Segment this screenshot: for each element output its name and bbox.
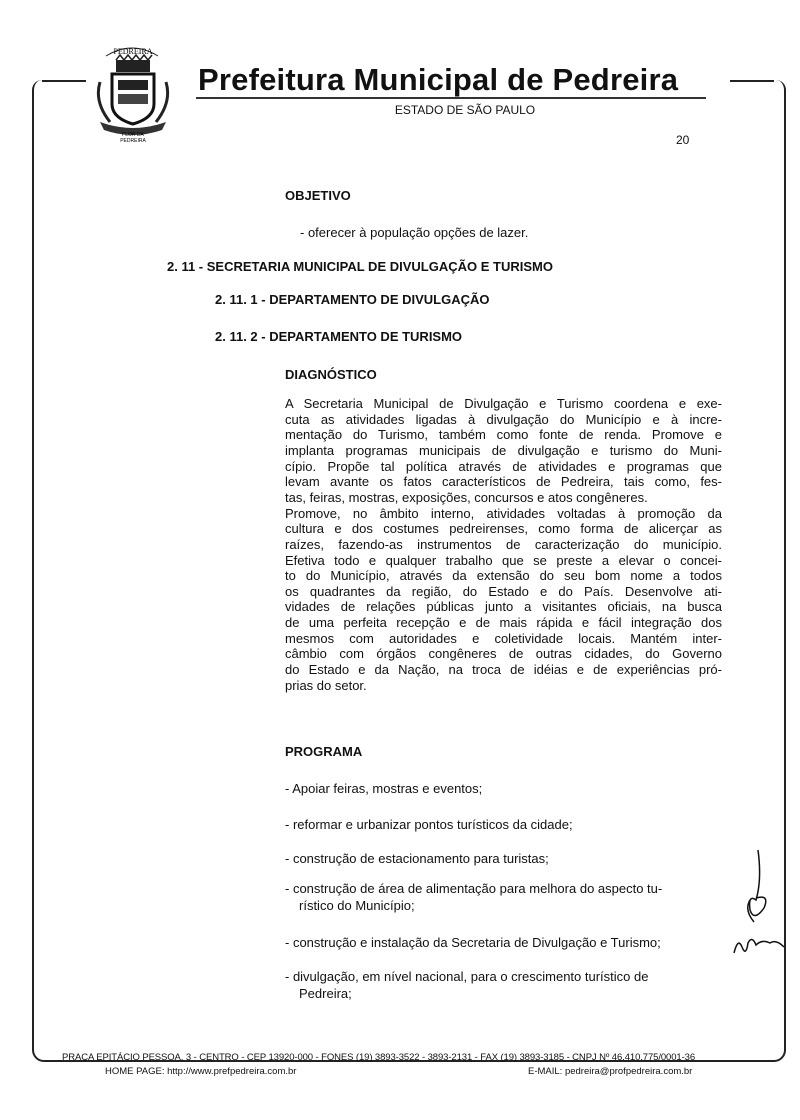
section-heading-2-11-2: 2. 11. 2 - DEPARTAMENTO DE TURISMO bbox=[215, 329, 463, 344]
paragraph-line: cuta as atividades ligadas à divulgação do Município e à incre- bbox=[285, 411, 722, 427]
programa-item-continuation: Pedreira; bbox=[299, 986, 352, 1001]
programa-item-text: - construção e instalação da Secretaria de Divulgação e Turismo; bbox=[285, 935, 661, 950]
programa-heading: PROGRAMA bbox=[285, 744, 363, 759]
programa-item-text: - construção de área de alimentação para melhora do aspecto tu- bbox=[285, 881, 663, 896]
programa-item bbox=[285, 850, 725, 867]
paragraph-line: levam avante os fatos característicos de Pedreira, tais como, fes- bbox=[285, 474, 722, 490]
footer-address: PRAÇA EPITÁCIO PESSOA, 3 - CENTRO - CEP 13920-000 - FONES (19) 3893-3522 - 3893-2131 - FAX (19) 3893-3185 - CNPJ Nº 46.410.775/0001-36 bbox=[62, 1052, 696, 1063]
programa-item bbox=[285, 880, 725, 914]
municipal-crest-logo bbox=[92, 42, 174, 144]
header-rule bbox=[196, 97, 706, 99]
svg-text:FLOR DA: FLOR DA bbox=[122, 132, 144, 138]
paragraph-line: cultura e dos costumes pedreirenses, como forma de alicerçar as bbox=[285, 521, 722, 537]
paragraph-line: Efetiva todo e qualquer trabalho que se preste a elevar o concei- bbox=[285, 552, 722, 568]
paragraph-line: raízes, fazendo-as instrumentos de caracterização do município. bbox=[285, 536, 722, 552]
paragraph-line: implanta programas municipais de divulgação e turismo do Muni- bbox=[285, 442, 722, 458]
signature-initials bbox=[728, 845, 788, 970]
section-heading-2-11-1: 2. 11. 1 - DEPARTAMENTO DE DIVULGAÇÃO bbox=[215, 292, 490, 307]
header-title: Prefeitura Municipal de Pedreira bbox=[198, 62, 679, 97]
header-subtitle: ESTADO DE SÃO PAULO bbox=[394, 103, 536, 117]
programa-item bbox=[285, 780, 725, 797]
paragraph-line: vidades de relações públicas junto a visitantes oficiais, na busca bbox=[285, 599, 722, 615]
programa-item bbox=[285, 816, 725, 833]
svg-text:PEDREIRA: PEDREIRA bbox=[120, 138, 146, 144]
programa-item-text: - Apoiar feiras, mostras e eventos; bbox=[285, 781, 483, 796]
paragraph-line: prias do setor. bbox=[285, 677, 367, 693]
section-heading-2-11: 2. 11 - SECRETARIA MUNICIPAL DE DIVULGAÇÃO E TURISMO bbox=[167, 259, 553, 274]
programa-item-text: - reformar e urbanizar pontos turísticos da cidade; bbox=[285, 817, 573, 832]
programa-item bbox=[285, 968, 725, 1002]
programa-item-text: - divulgação, em nível nacional, para o crescimento turístico de bbox=[285, 969, 649, 984]
programa-item-continuation: rístico do Município; bbox=[299, 898, 415, 913]
programa-item bbox=[285, 934, 725, 951]
paragraph-line: Promove, no âmbito interno, atividades voltadas à promoção da bbox=[285, 505, 722, 521]
paragraph-line: de uma perfeita recepção e de mais rápida e fácil integração dos bbox=[285, 615, 722, 631]
diagnostico-heading: DIAGNÓSTICO bbox=[285, 367, 377, 382]
svg-text:PEDREIRA: PEDREIRA bbox=[113, 47, 153, 56]
footer-homepage: HOME PAGE: http://www.prefpedreira.com.br bbox=[105, 1066, 297, 1077]
paragraph-line: do Estado e da Nação, na troca de idéias e de experiências pró- bbox=[285, 662, 722, 678]
page-number: 20 bbox=[676, 133, 690, 147]
paragraph-line: tas, feiras, mostras, exposições, concursos e atos congêneres. bbox=[285, 489, 648, 505]
objetivo-heading: OBJETIVO bbox=[285, 188, 351, 203]
paragraph-line: cípio. Propõe tal política através de atividades e programas que bbox=[285, 458, 722, 474]
paragraph-line: mesmos com autoridades e coletividade locais. Mantém inter- bbox=[285, 630, 722, 646]
paragraph-line: mentação do Turismo, também como fonte de renda. Promove e bbox=[285, 427, 722, 443]
objetivo-item: - oferecer à população opções de lazer. bbox=[300, 225, 529, 240]
programa-item-text: - construção de estacionamento para turistas; bbox=[285, 851, 549, 866]
paragraph-line: A Secretaria Municipal de Divulgação e Turismo coordena e exe- bbox=[285, 396, 722, 411]
border-top-left bbox=[42, 80, 86, 82]
paragraph-line: os quadrantes da região, do Estado e do País. Desenvolve ati- bbox=[285, 583, 722, 599]
border-top-right bbox=[730, 80, 774, 82]
footer-email: E-MAIL: pedreira@profpedreira.com.br bbox=[528, 1066, 693, 1077]
paragraph-line: to do Município, através da extensão do seu bom nome a todos bbox=[285, 568, 722, 584]
paragraph-line: câmbio com órgãos congêneres de outras cidades, do Governo bbox=[285, 646, 722, 662]
